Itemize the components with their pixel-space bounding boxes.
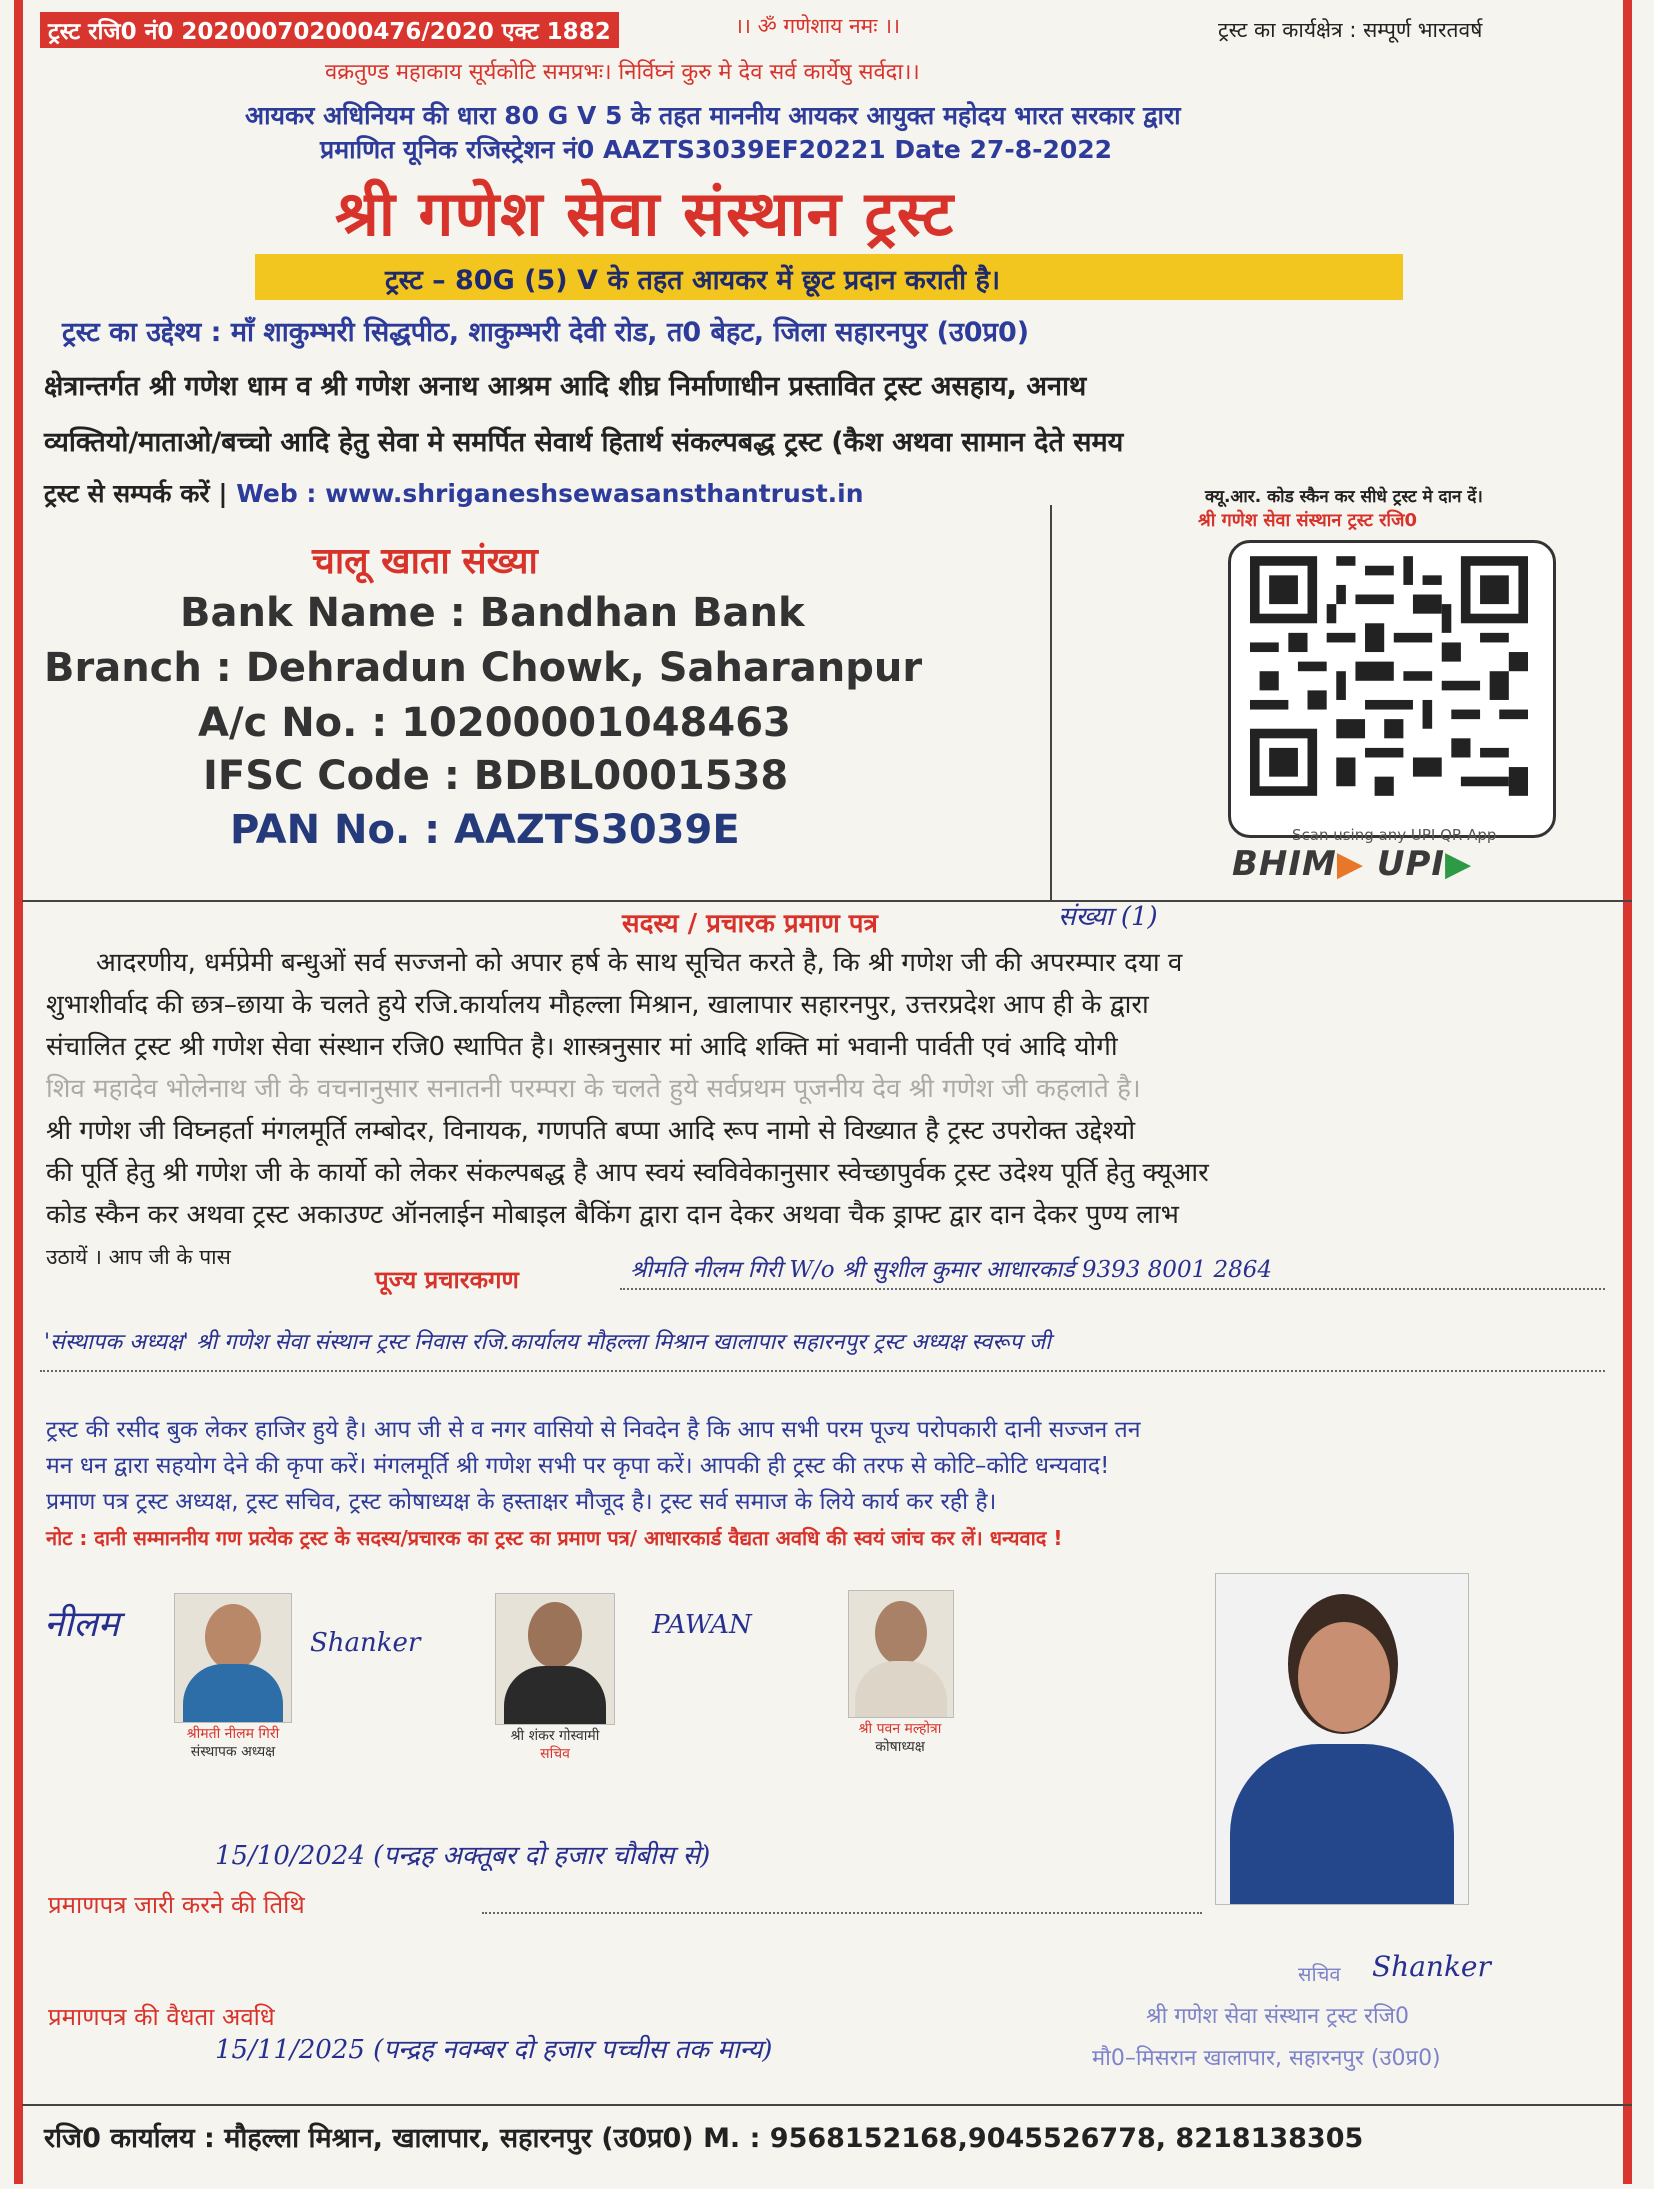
caption-neelam xyxy=(128,1725,338,1761)
objective-text: माँ शाकुम्भरी सिद्धपीठ, शाकुम्भरी देवी रोड, त0 बेहट, जिला सहारनपुर (उ0प्र0) xyxy=(230,317,1030,348)
role-neelam: संस्थापक अध्यक्ष xyxy=(190,1744,276,1760)
name-neelam: श्रीमती नीलम गिरी xyxy=(186,1726,280,1742)
body-line-7: कोड स्कैन कर अथवा ट्रस्ट अकाउण्ट ऑनलाईन मोबाइल बैकिंग द्वारा दान देकर अथवा चैक ड्राफ्ट द्वार दान देकर पुण्य लाभ xyxy=(46,1200,1179,1230)
account-heading: चालू खाता संख्या xyxy=(312,541,538,582)
body-line-8: उठायें । आप जी के पास xyxy=(46,1245,231,1269)
validity-date-handwritten: 15/11/2025 (पन्द्रह नवम्बर दो हजार पच्चीस तक मान्य) xyxy=(215,2035,773,2065)
intro-line-1: क्षेत्रान्तर्गत श्री गणेश धाम व श्री गणेश अनाथ आश्रम आदि शीघ्र निर्माणाधीन प्रस्तावित ट्रस्ट असहाय, अनाथ xyxy=(44,371,1087,402)
upi-arrow-icon: ▶ xyxy=(1336,844,1365,884)
closing-paragraph xyxy=(46,1412,1606,1556)
pan-number: PAN No. : AAZTS3039E xyxy=(230,807,740,853)
body-line-5: श्री गणेश जी विघ्नहर्ता मंगलमूर्ति लम्बोदर, विनायक, गणपति बप्पा आदि रूप नामो से विख्यात है ट्रस्ट उपरोक्त उद्देश्यो xyxy=(46,1116,1136,1146)
shloka: वक्रतुण्ड महाकाय सूर्यकोटि समप्रभः। निर्विघ्नं कुरु मे देव सर्व कार्येषु सर्वदा।। xyxy=(325,60,920,85)
bhim-text: BHIM xyxy=(1232,844,1337,884)
name-pawan: श्री पवन मल्होत्रा xyxy=(858,1721,942,1737)
body-line-3: संचालित ट्रस्ट श्री गणेश सेवा संस्थान रजि0 स्थापित है। शास्त्रनुसार मां आदि शक्ति मां भवानी पार्वती एवं आदि योगी xyxy=(46,1032,1118,1062)
qr-code[interactable] xyxy=(1250,556,1528,796)
role-shanker: सचिव xyxy=(540,1746,570,1762)
footer-separator xyxy=(22,2104,1632,2106)
banner-text: ट्रस्ट – 80G (5) V के तहत आयकर में छूट प्रदान कराती है। xyxy=(385,265,1001,296)
photo-neelam xyxy=(174,1593,292,1723)
objective-label: ट्रस्ट का उद्देश्य : xyxy=(62,317,231,348)
qr-caption-1: क्यू.आर. कोड स्कैन कर सीधे ट्रस्ट मे दान दें। xyxy=(1205,487,1483,507)
photo-shanker xyxy=(495,1593,615,1725)
closing-line-1: ट्रस्ट की रसीद बुक लेकर हाजिर हुये है। आप जी से व नगर वासियो से निवदेन है कि आप सभी परम पूज्य परोपकारी दानी सज्जन तन xyxy=(46,1417,1141,1443)
trust-title: श्री गणेश सेवा संस्थान ट्रस्ट xyxy=(335,177,955,250)
stamp-line-3: मौ0–मिसरान खालापार, सहारनपुर (उ0प्र0) xyxy=(1092,2046,1441,2071)
upi-text: UPI xyxy=(1376,844,1446,884)
member-photo xyxy=(1215,1573,1469,1905)
body-line-4: शिव महादेव भोलेनाथ जी के वचनानुसार सनातनी परम्परा के चलते हुये सर्वप्रथम पूजनीय देव श्री गणेश जी कहलाते है। xyxy=(46,1074,1141,1104)
name-line xyxy=(620,1288,1605,1290)
upi-arrow-icon-2: ▶ xyxy=(1445,844,1473,884)
intro-line-3-text: ट्रस्ट से सम्पर्क करें | xyxy=(44,479,237,508)
closing-line-2: मन धन द्वारा सहयोग देने की कृपा करें। मंगलमूर्ति श्री गणेश सभी पर कृपा करें। आपकी ही ट्रस्ट की तरफ से कोटि–कोटि धन्यवाद! xyxy=(46,1453,1110,1479)
signature-neelam: नीलम xyxy=(44,1604,120,1645)
certificate-number-handwritten: संख्या (1) xyxy=(1058,902,1158,932)
bank-branch: Branch : Dehradun Chowk, Saharanpur xyxy=(44,645,923,691)
website-link[interactable]: Web : www.shriganeshsewasansthantrust.in xyxy=(236,479,864,508)
issue-date-line xyxy=(482,1912,1202,1914)
account-number: A/c No. : 10200001048463 xyxy=(198,700,791,746)
issue-date-label: प्रमाणपत्र जारी करने की तिथि xyxy=(48,1891,305,1919)
member-address-handwritten: 'संस्थापक अध्यक्ष' श्री गणेश सेवा संस्थान ट्रस्ट निवास रजि.कार्यालय मौहल्ला मिश्रान खालापार सहारनपुर ट्रस्ट अध्यक्ष स्वरूप जी xyxy=(44,1330,1051,1355)
footer-mobile: M. : 9568152168,9045526778, 8218138305 xyxy=(703,2123,1364,2154)
stamp-signature: Shanker xyxy=(1372,1950,1491,1983)
stamp-line-1: सचिव xyxy=(1298,1962,1341,1986)
certificate-heading: सदस्य / प्रचारक प्रमाण पत्र xyxy=(622,909,878,939)
address-line xyxy=(40,1370,1605,1372)
role-pawan: कोषाध्यक्ष xyxy=(875,1739,925,1755)
caption-shanker xyxy=(445,1727,665,1763)
qr-caption-2: श्री गणेश सेवा संस्थान ट्रस्ट रजि0 xyxy=(1198,510,1417,531)
registration-number: ट्रस्ट रजि0 नं0 202000702000476/2020 एक्ट 1882 xyxy=(40,12,619,48)
bhim-upi-logo xyxy=(1232,844,1472,884)
body-line-1: आदरणीय, धर्मप्रेमी बन्धुओं सर्व सज्जनो को अपार हर्ष के साथ सूचित करते है, कि श्री गणेश जी की अपरम्पार दया व xyxy=(96,948,1183,978)
validity-label: प्रमाणपत्र की वैधता अवधि xyxy=(48,2003,275,2031)
footer-office xyxy=(44,2118,1363,2155)
tax-exemption-line-2: प्रमाणित यूनिक रजिस्ट्रेशन नं0 AAZTS3039EF20221 Date 27-8-2022 xyxy=(320,135,1113,164)
signature-shanker: Shanker xyxy=(310,1628,421,1658)
closing-line-3: प्रमाण पत्र ट्रस्ट अध्यक्ष, ट्रस्ट सचिव, ट्रस्ट कोषाध्यक्ष के हस्ताक्षर मौजूद है। ट्रस्ट सर्व समाज के लिये कार्य कर रही है। xyxy=(46,1489,997,1515)
member-name-handwritten: श्रीमति नीलम गिरी W/o श्री सुशील कुमार आधारकार्ड 9393 8001 2864 xyxy=(630,1257,1273,1283)
invocation: ।। ॐ गणेशाय नमः ।। xyxy=(735,14,901,38)
photo-pawan xyxy=(848,1590,954,1718)
box-divider xyxy=(1050,505,1052,900)
body-line-2: शुभाशीर्वाद की छत्र–छाया के चलते हुये रजि.कार्यालय मौहल्ला मिश्रान, खालापार सहारनपुर, उत्तरप्रदेश आप ही के द्वारा xyxy=(46,990,1149,1020)
footer-address: रजि0 कार्यालय : मौहल्ला मिश्रान, खालापार, सहारनपुर (उ0प्र0) xyxy=(44,2123,694,2154)
certificate-body xyxy=(46,942,1606,1278)
scan-text: Scan using any UPI QR App xyxy=(1292,826,1497,844)
body-line-6: की पूर्ति हेतु श्री गणेश जी के कार्यो को लेकर संकल्पबद्ध है आप स्वयं स्वविवेकानुसार स्वेच्छापुर्वक ट्रस्ट उदेश्य पूर्ति हेतु क्यूआर xyxy=(46,1158,1209,1188)
objective xyxy=(62,312,1029,349)
signature-pawan: PAWAN xyxy=(652,1610,752,1640)
stamp-line-2: श्री गणेश सेवा संस्थान ट्रस्ट रजि0 xyxy=(1146,2004,1410,2029)
ifsc-code: IFSC Code : BDBL0001538 xyxy=(203,753,789,799)
bank-name: Bank Name : Bandhan Bank xyxy=(180,590,805,636)
intro-line-3 xyxy=(44,476,864,510)
caption-pawan xyxy=(800,1720,1000,1756)
pujya-label: पूज्य प्रचारकगण xyxy=(375,1266,519,1294)
work-area: ट्रस्ट का कार्यक्षेत्र : सम्पूर्ण भारतवर्ष xyxy=(1218,18,1483,42)
note: नोट : दानी सम्माननीय गण प्रत्येक ट्रस्ट के सदस्य/प्रचारक का ट्रस्ट का प्रमाण पत्र/ आधारकार्ड वैद्यता अवधि की स्वयं जांच कर लें। धन्यवाद ! xyxy=(46,1526,1063,1550)
tax-exemption-line-1: आयकर अधिनियम की धारा 80 G V 5 के तहत माननीय आयकर आयुक्त महोदय भारत सरकार द्वारा xyxy=(245,101,1181,130)
issue-date-handwritten: 15/10/2024 (पन्द्रह अक्तूबर दो हजार चौबीस से) xyxy=(215,1841,711,1871)
box-bottom-line xyxy=(22,900,1632,902)
intro-line-2: व्यक्तियो/माताओ/बच्चो आदि हेतु सेवा मे समर्पित सेवार्थ हितार्थ संकल्पबद्ध ट्रस्ट (कैश अथवा सामान देते समय xyxy=(44,427,1124,458)
name-shanker: श्री शंकर गोस्वामी xyxy=(510,1728,600,1744)
